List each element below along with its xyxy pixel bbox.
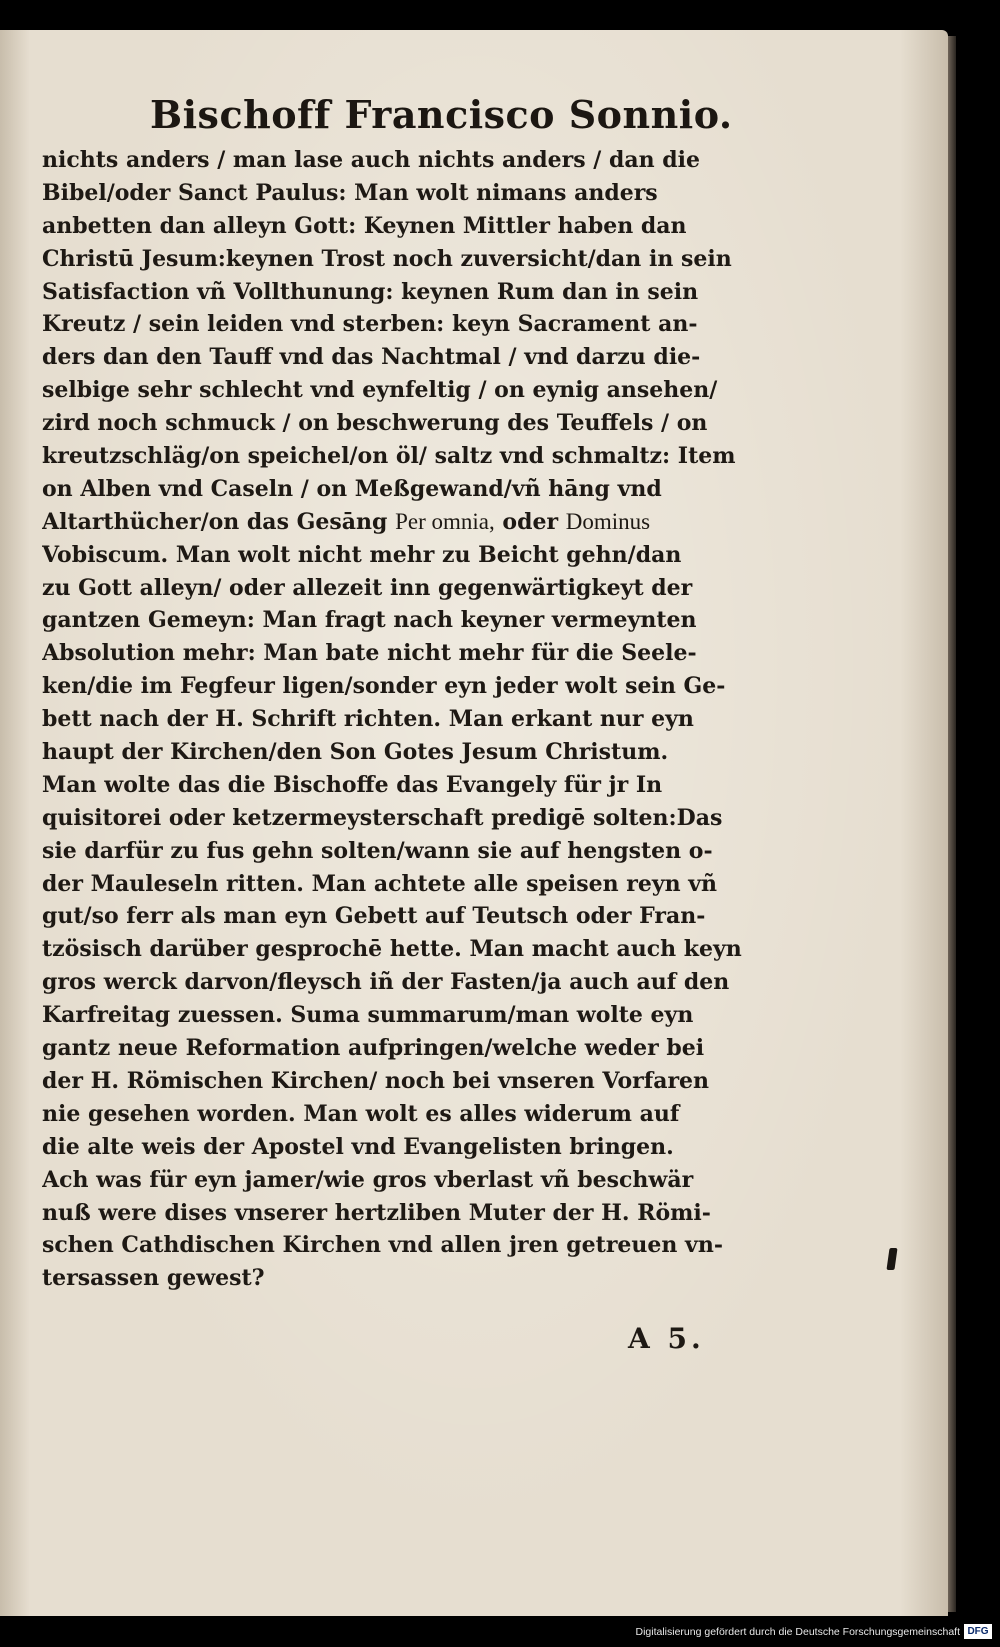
text-line: gantz neue Reformation aufpringen/welche weder bei bbox=[42, 1035, 705, 1062]
text-line: zird noch schmuck / on beschwerung des Teuffels / on bbox=[42, 410, 708, 437]
text-line: quisitorei oder ketzermeysterschaft predigē solten:Das bbox=[42, 804, 723, 831]
text-line: ders dan den Tauff vnd das Nachtmal / vnd darzu die- bbox=[42, 344, 701, 371]
text-line: Ach was für eyn jamer/wie gros vberlast vñ beschwär bbox=[42, 1166, 694, 1193]
text-line: gut/so ferr als man eyn Gebett auf Teutsch oder Fran- bbox=[42, 903, 706, 930]
text-line: gantzen Gemeyn: Man fragt nach keyner vermeynten bbox=[42, 607, 697, 634]
text-fragment: Altarthücher/on das Gesāng bbox=[42, 508, 388, 535]
text-line: Vobiscum. Man wolt nicht mehr zu Beicht gehn/dan bbox=[42, 541, 682, 568]
running-heading: Bischoff Francisco Sonnio. bbox=[150, 92, 733, 137]
text-line: nie gesehen worden. Man wolt es alles widerum auf bbox=[42, 1100, 680, 1127]
text-line: nichts anders / man lase auch nichts anders / dan die bbox=[42, 147, 700, 173]
text-line-mixed bbox=[42, 506, 787, 539]
text-line: Man wolte das die Bischoffe das Evangely für jr In bbox=[42, 771, 663, 798]
text-line: sie darfür zu fus gehn solten/wann sie auf hengsten o- bbox=[42, 837, 713, 864]
text-line: selbige sehr schlecht vnd eynfeltig / on eynig ansehen/ bbox=[42, 377, 718, 404]
funding-credit: Digitalisierung gefördert durch die Deutsche Forschungsgemeinschaft bbox=[635, 1626, 960, 1638]
text-line: haupt der Kirchen/den Son Gotes Jesum Christum. bbox=[42, 739, 669, 766]
text-line: Satisfaction vñ Vollthunung: keynen Rum dan in sein bbox=[42, 278, 699, 305]
text-line: Christū Jesum:keynen Trost noch zuversicht/dan in sein bbox=[42, 245, 732, 272]
text-line: Bibel/oder Sanct Paulus: Man wolt nimans anders bbox=[42, 179, 658, 206]
text-line: zu Gott alleyn/ oder allezeit inn gegenwärtigkeyt der bbox=[42, 574, 693, 601]
text-line: Kreutz / sein leiden vnd sterben: keyn Sacrament an- bbox=[42, 311, 698, 338]
signature-mark: A 5. bbox=[628, 1322, 705, 1355]
text-line: anbetten dan alleyn Gott: Keynen Mittler haben dan bbox=[42, 212, 687, 239]
latin-insert: Dominus bbox=[565, 508, 651, 534]
text-fragment: oder bbox=[502, 508, 559, 535]
body-text bbox=[42, 144, 787, 1295]
text-line: Karfreitag zuessen. Suma summarum/man wolte eyn bbox=[42, 1002, 694, 1029]
text-line: tersassen gewest? bbox=[42, 1265, 265, 1292]
text-line: der Mauleseln ritten. Man achtete alle speisen reyn vñ bbox=[42, 870, 718, 897]
latin-insert: Per omnia, bbox=[395, 508, 495, 534]
text-line: ken/die im Fegfeur ligen/sonder eyn jeder wolt sein Ge- bbox=[42, 673, 726, 700]
text-line: die alte weis der Apostel vnd Evangelisten bringen. bbox=[42, 1133, 674, 1160]
text-line: tzösisch darüber gesprochē hette. Man macht auch keyn bbox=[42, 936, 742, 963]
text-line: gros werck darvon/fleysch iñ der Fasten/ja auch auf den bbox=[42, 969, 730, 996]
text-line: bett nach der H. Schrift richten. Man erkant nur eyn bbox=[42, 706, 694, 733]
text-line: on Alben vnd Caseln / on Meßgewand/vñ hāng vnd bbox=[42, 475, 662, 502]
text-line: der H. Römischen Kirchen/ noch bei vnseren Vorfaren bbox=[42, 1067, 710, 1094]
text-line: nuß were dises vnserer hertzliben Muter der H. Römi- bbox=[42, 1199, 711, 1226]
text-line: Absolution mehr: Man bate nicht mehr für die Seele- bbox=[42, 640, 697, 667]
text-line: kreutzschläg/on speichel/on öl/ saltz vnd schmaltz: Item bbox=[42, 443, 736, 470]
text-line: schen Cathdischen Kirchen vnd allen jren getreuen vn- bbox=[42, 1232, 723, 1259]
page-edge-shadow bbox=[948, 36, 956, 1612]
dfg-logo: DFG bbox=[964, 1624, 992, 1639]
